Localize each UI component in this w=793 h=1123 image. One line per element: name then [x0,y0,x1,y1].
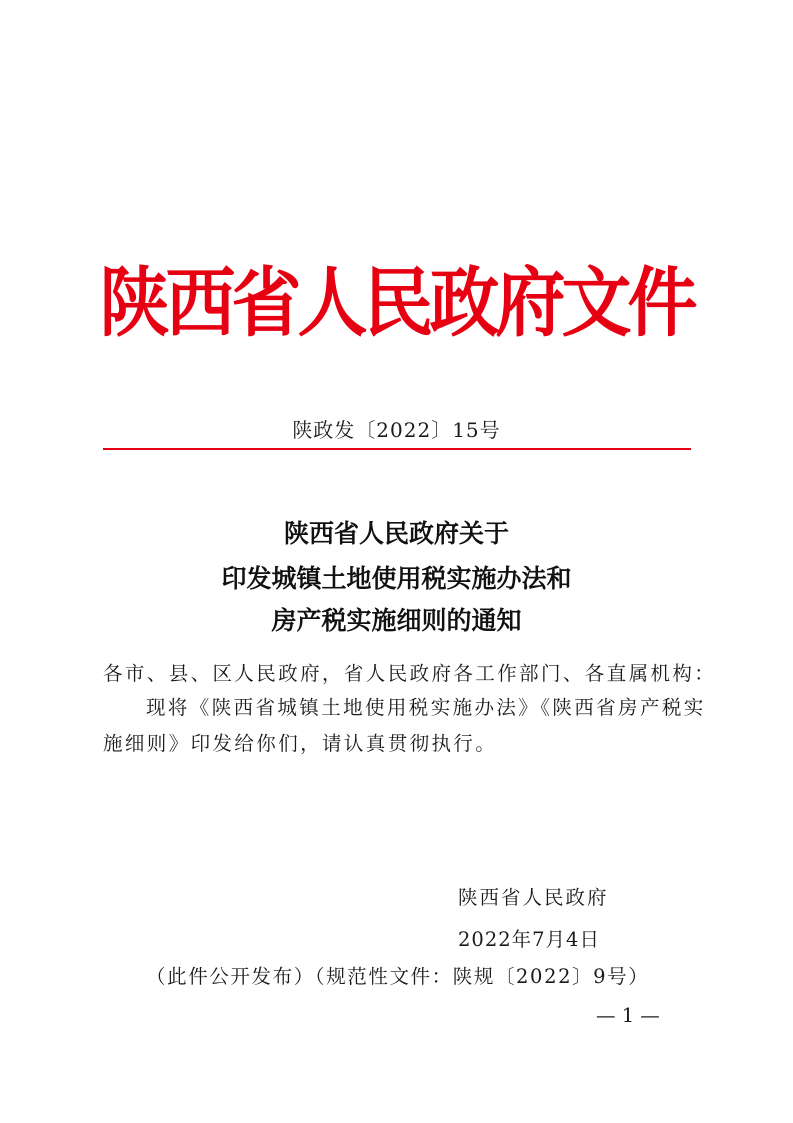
publication-note: （此件公开发布）（规范性文件：陕规〔2022〕9号） [146,965,650,988]
notice-title-line-1: 陕西省人民政府关于 [283,519,509,548]
page-number: — 1 — [596,1004,660,1027]
addressee-line: 各市、县、区人民政府，省人民政府各工作部门、各直属机构： [103,662,717,685]
document-number: 陕政发〔2022〕15号 [292,418,501,442]
issuing-authority: 陕西省人民政府 [458,886,609,909]
issue-date: 2022年7月4日 [458,928,600,951]
notice-title-line-3: 房产税实施细则的通知 [271,606,522,635]
red-separator-line [103,448,691,450]
body-paragraph-line-1: 现将《陕西省城镇土地使用税实施办法》《陕西省房产税实 [146,696,706,719]
document-header-title: 陕西省人民政府文件 [99,257,694,348]
notice-title-line-2: 印发城镇土地使用税实施办法和 [221,564,572,593]
body-paragraph-line-2: 施细则》印发给你们，请认真贯彻执行。 [103,732,498,755]
